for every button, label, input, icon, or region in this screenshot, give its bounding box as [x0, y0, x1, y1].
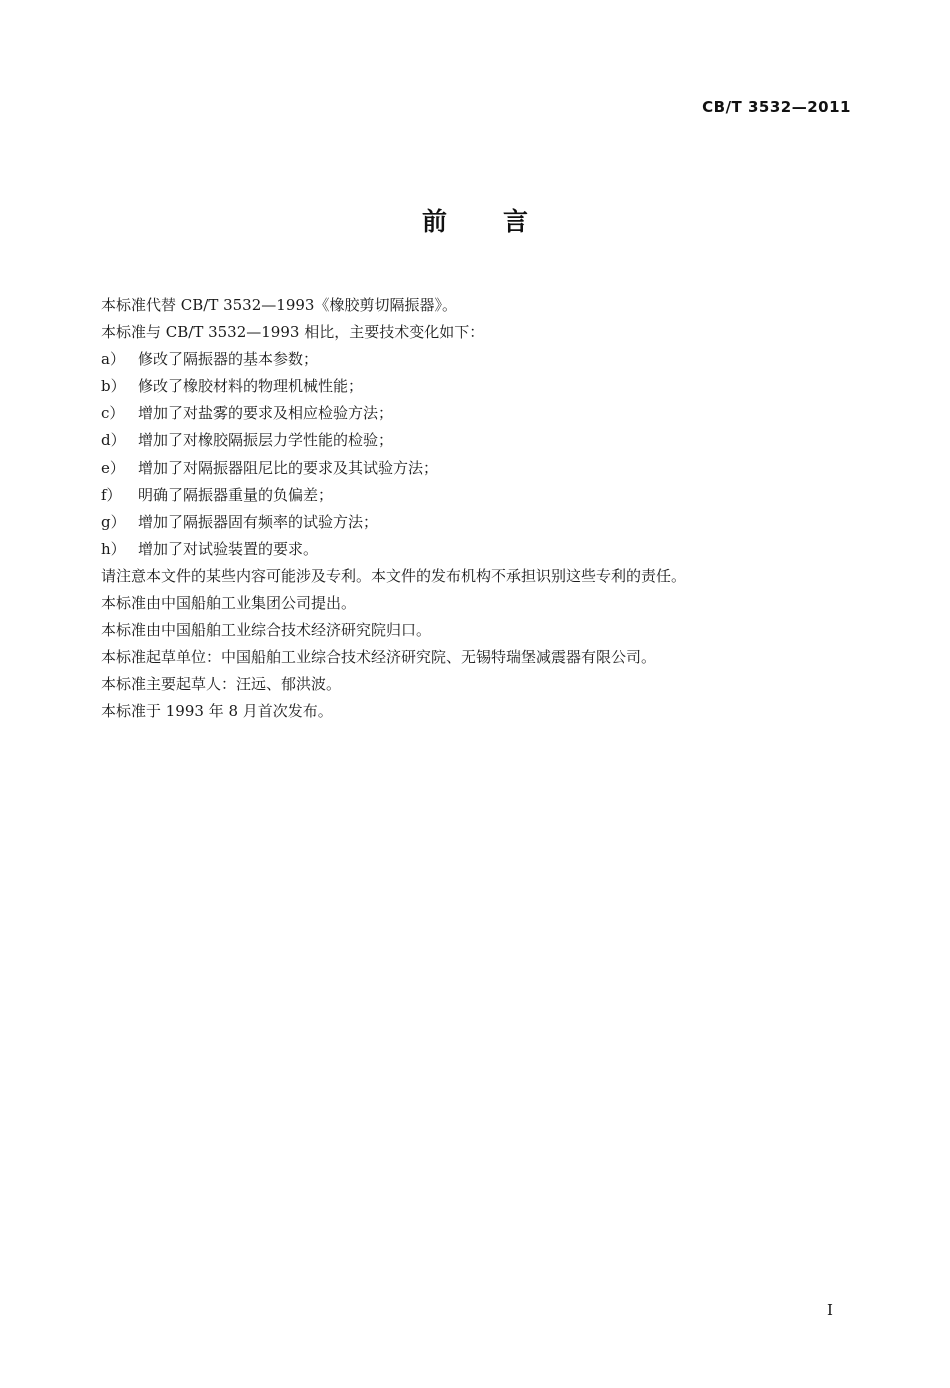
list-item — [101, 482, 861, 509]
list-item-text: 修改了橡胶材料的物理机械性能； — [138, 377, 364, 396]
list-item-text: 明确了隔振器重量的负偏差； — [138, 485, 334, 504]
paragraph: 本标准主要起草人：汪远、郁洪波。 — [101, 675, 342, 694]
title-char-2: 言 — [503, 207, 529, 236]
paragraph: 本标准与 CB/T 3532—1993 相比，主要技术变化如下： — [101, 323, 485, 342]
patent-notice: 请注意本文件的某些内容可能涉及专利。本文件的发布机构不承担识别这些专利的责任。 — [101, 566, 687, 585]
paragraph: 本标准由中国船舶工业综合技术经济研究院归口。 — [101, 621, 432, 640]
list-item — [101, 536, 861, 563]
paragraph: 本标准代替 CB/T 3532—1993《橡胶剪切隔振器》。 — [101, 296, 457, 314]
list-item-text: 增加了隔振器固有频率的试验方法； — [138, 512, 379, 531]
list-item-text: 增加了对盐雾的要求及相应检验方法； — [138, 404, 394, 423]
list-item — [101, 455, 861, 482]
list-item — [101, 509, 861, 536]
list-item-marker: f） — [101, 485, 122, 504]
list-item-marker: c） — [101, 404, 125, 423]
list-item-marker: a） — [101, 350, 125, 369]
list-item-text: 增加了对试验装置的要求。 — [138, 539, 319, 558]
standard-code: CB/T 3532—2011 — [702, 98, 851, 116]
list-item-text: 增加了对橡胶隔振层力学性能的检验； — [138, 431, 394, 450]
list-item-marker: d） — [101, 431, 126, 450]
list-item-text: 增加了对隔振器阻尼比的要求及其试验方法； — [138, 458, 439, 477]
list-item — [101, 346, 861, 373]
paragraph: 本标准于 1993 年 8 月首次发布。 — [101, 702, 333, 721]
foreword-body — [101, 292, 861, 726]
list-item-text: 修改了隔振器的基本参数； — [138, 350, 319, 369]
list-item-marker: g） — [101, 512, 126, 531]
page-number: I — [827, 1301, 833, 1319]
paragraph: 本标准起草单位：中国船舶工业综合技术经济研究院、无锡特瑞堡减震器有限公司。 — [101, 648, 657, 667]
list-item-marker: h） — [101, 539, 126, 558]
list-item — [101, 427, 861, 454]
page-title — [0, 202, 950, 238]
list-item-marker: b） — [101, 377, 126, 396]
list-item — [101, 400, 861, 427]
paragraph: 本标准由中国船舶工业集团公司提出。 — [101, 594, 357, 613]
list-item-marker: e） — [101, 458, 125, 477]
title-char-1: 前 — [421, 207, 447, 236]
list-item — [101, 373, 861, 400]
